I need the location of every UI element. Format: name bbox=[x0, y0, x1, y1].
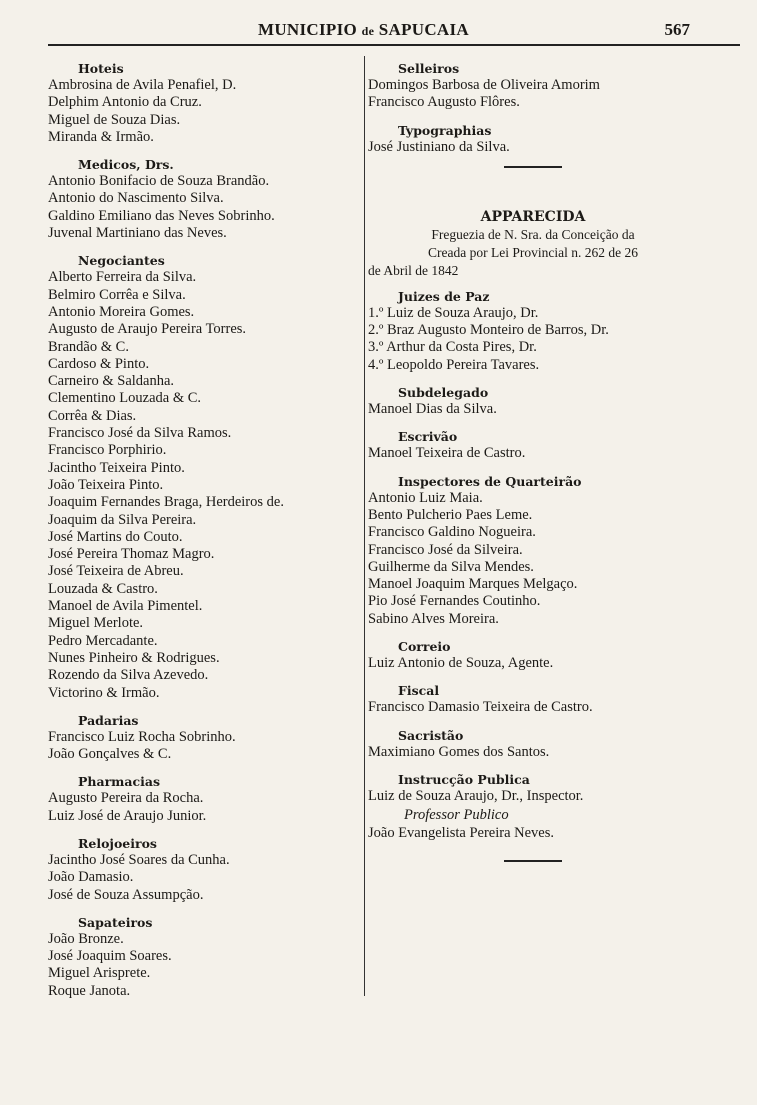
list-item: Brandão & C. bbox=[48, 338, 129, 355]
list-item: José Teixeira de Abreu. bbox=[48, 563, 184, 580]
section-heading: Juizes de Paz bbox=[398, 288, 490, 304]
list-item: Clementino Louzada & C. bbox=[48, 390, 202, 407]
list-item: Miguel de Souza Dias. bbox=[48, 111, 181, 128]
list-item: Francisco Augusto Flôres. bbox=[368, 94, 520, 111]
list-item: 2.º Braz Augusto Monteiro de Barros, Dr. bbox=[368, 322, 609, 339]
section-heading: Typographias bbox=[398, 122, 492, 138]
list-item: 1.º Luiz de Souza Araujo, Dr. bbox=[368, 304, 539, 321]
list-item: Luiz José de Araujo Junior. bbox=[48, 807, 207, 824]
place-title: APPARECIDA bbox=[480, 208, 586, 225]
section-heading: Fiscal bbox=[398, 683, 440, 699]
list-item: José Joaquim Soares. bbox=[48, 948, 172, 965]
list-item: Roque Janota. bbox=[48, 982, 131, 999]
section-padarias bbox=[48, 712, 360, 764]
right-column bbox=[368, 58, 698, 862]
list-item: Pedro Mercadante. bbox=[48, 632, 158, 649]
list-item: Augusto de Araujo Pereira Torres. bbox=[48, 321, 247, 338]
list-item: Joaquim Fernandes Braga, Herdeiros de. bbox=[48, 494, 284, 511]
list-item: Francisco Galdino Nogueira. bbox=[368, 524, 536, 541]
section-medicos bbox=[48, 156, 360, 242]
section-heading: Sapateiros bbox=[78, 914, 153, 930]
list-item: Miguel Merlote. bbox=[48, 615, 144, 632]
end-rule bbox=[504, 860, 562, 862]
list-item: Carneiro & Saldanha. bbox=[48, 373, 175, 390]
creation-line-2: de Abril de 1842 bbox=[368, 262, 459, 278]
list-item: Juvenal Martiniano das Neves. bbox=[48, 225, 227, 242]
list-item: Manoel Dias da Silva. bbox=[368, 401, 497, 418]
list-item: Galdino Emiliano das Neves Sobrinho. bbox=[48, 207, 275, 224]
section-pharmacias bbox=[48, 773, 360, 825]
list-item: Alberto Ferreira da Silva. bbox=[48, 269, 197, 286]
section-heading: Negociantes bbox=[78, 253, 165, 269]
section-inspectores bbox=[368, 473, 698, 628]
list-item: Corrêa & Dias. bbox=[48, 407, 137, 424]
section-heading: Selleiros bbox=[398, 61, 460, 76]
page-title bbox=[258, 20, 469, 40]
list-item: 3.º Arthur da Costa Pires, Dr. bbox=[368, 339, 537, 356]
list-item: Francisco José da Silveira. bbox=[368, 541, 523, 558]
list-item: Jacintho Teixeira Pinto. bbox=[48, 459, 185, 476]
list-item: Rozendo da Silva Azevedo. bbox=[48, 667, 209, 684]
list-item: Miranda & Irmão. bbox=[48, 128, 154, 145]
section-relojoeiros bbox=[48, 835, 360, 904]
section-hoteis bbox=[48, 60, 360, 146]
section-instruccao bbox=[368, 771, 698, 805]
title-main: MUNICIPIO bbox=[258, 20, 358, 39]
professor-heading: Professor Publico bbox=[404, 807, 509, 824]
section-heading: Hoteis bbox=[78, 61, 124, 76]
section-typographias bbox=[368, 122, 698, 156]
list-item: Augusto Pereira da Rocha. bbox=[48, 790, 204, 807]
list-item: Victorino & Irmão. bbox=[48, 684, 160, 701]
list-item: Francisco Luiz Rocha Sobrinho. bbox=[48, 728, 236, 745]
list-item: Delphim Antonio da Cruz. bbox=[48, 94, 202, 111]
section-correio bbox=[368, 638, 698, 672]
section-fiscal bbox=[368, 682, 698, 716]
list-item: Miguel Arisprete. bbox=[48, 965, 151, 982]
list-item: José Pereira Thomaz Magro. bbox=[48, 546, 215, 563]
section-heading: Relojoeiros bbox=[78, 835, 157, 851]
list-item: Jacintho José Soares da Cunha. bbox=[48, 851, 230, 868]
list-item: Manoel Joaquim Marques Melgaço. bbox=[368, 576, 578, 593]
list-item: Manoel de Avila Pimentel. bbox=[48, 598, 203, 615]
list-item: João Bronze. bbox=[48, 930, 124, 947]
title-de: de bbox=[361, 24, 375, 38]
list-item: Joaquim da Silva Pereira. bbox=[48, 511, 197, 528]
list-item: Antonio do Nascimento Silva. bbox=[48, 190, 224, 207]
list-item: João Gonçalves & C. bbox=[48, 746, 172, 763]
section-heading: Correio bbox=[398, 639, 451, 655]
creation-line-1: Creada por Lei Provincial n. 262 de 26 bbox=[428, 244, 638, 260]
section-sapateiros bbox=[48, 914, 360, 1000]
section-escrivao bbox=[368, 428, 698, 462]
section-juizes bbox=[368, 288, 698, 374]
list-item: 4.º Leopoldo Pereira Tavares. bbox=[368, 356, 540, 373]
section-subdelegado bbox=[368, 384, 698, 418]
list-item: Francisco Porphirio. bbox=[48, 442, 167, 459]
section-heading: Subdelegado bbox=[398, 385, 489, 401]
title-place: SAPUCAIA bbox=[378, 20, 470, 39]
section-heading: Escrivão bbox=[398, 429, 458, 445]
list-item: Luiz Antonio de Souza, Agente. bbox=[368, 655, 554, 672]
list-item: Manoel Teixeira de Castro. bbox=[368, 445, 526, 462]
section-sacristao bbox=[368, 727, 698, 761]
section-heading: Instrucção Publica bbox=[398, 771, 530, 787]
list-item: José Justiniano da Silva. bbox=[368, 138, 510, 155]
section-heading: Padarias bbox=[78, 712, 139, 728]
list-item: Guilherme da Silva Mendes. bbox=[368, 558, 534, 575]
list-item: Antonio Moreira Gomes. bbox=[48, 303, 195, 320]
list-item: Luiz de Souza Araujo, Dr., Inspector. bbox=[368, 787, 584, 804]
page-number: 567 bbox=[664, 20, 690, 39]
list-item: Louzada & Castro. bbox=[48, 580, 158, 597]
page-header bbox=[48, 18, 740, 42]
list-item: Francisco José da Silva Ramos. bbox=[48, 425, 232, 442]
section-selleiros bbox=[368, 60, 698, 112]
section-heading: Inspectores de Quarteirão bbox=[398, 473, 582, 489]
list-item: Cardoso & Pinto. bbox=[48, 355, 150, 372]
list-item: Belmiro Corrêa e Silva. bbox=[48, 286, 186, 303]
list-item: João Damasio. bbox=[48, 869, 134, 886]
place-subtitle: Freguezia de N. Sra. da Conceição da bbox=[431, 226, 635, 242]
section-negociantes bbox=[48, 252, 360, 701]
list-item: João Teixeira Pinto. bbox=[48, 476, 164, 493]
list-item: Sabino Alves Moreira. bbox=[368, 610, 499, 627]
header-rule bbox=[48, 44, 740, 46]
professor-item: João Evangelista Pereira Neves. bbox=[368, 824, 555, 841]
list-item: Pio José Fernandes Coutinho. bbox=[368, 593, 541, 610]
list-item: José Martins do Couto. bbox=[48, 528, 183, 545]
list-item: José de Souza Assumpção. bbox=[48, 886, 204, 903]
section-heading: Medicos, Drs. bbox=[78, 157, 174, 173]
list-item: Ambrosina de Avila Penafiel, D. bbox=[48, 77, 237, 93]
list-item: Bento Pulcherio Paes Leme. bbox=[368, 506, 533, 523]
column-divider bbox=[364, 56, 365, 996]
section-rule bbox=[504, 166, 562, 168]
list-item: Antonio Bonifacio de Souza Brandão. bbox=[48, 173, 270, 190]
list-item: Antonio Luiz Maia. bbox=[368, 489, 483, 506]
section-heading: Sacristão bbox=[398, 727, 464, 743]
list-item: Francisco Damasio Teixeira de Castro. bbox=[368, 699, 593, 716]
section-heading: Pharmacias bbox=[78, 774, 160, 790]
list-item: Maximiano Gomes dos Santos. bbox=[368, 743, 550, 760]
list-item: Domingos Barbosa de Oliveira Amorim bbox=[368, 77, 600, 93]
list-item: Nunes Pinheiro & Rodrigues. bbox=[48, 649, 220, 666]
left-column bbox=[48, 58, 360, 1010]
